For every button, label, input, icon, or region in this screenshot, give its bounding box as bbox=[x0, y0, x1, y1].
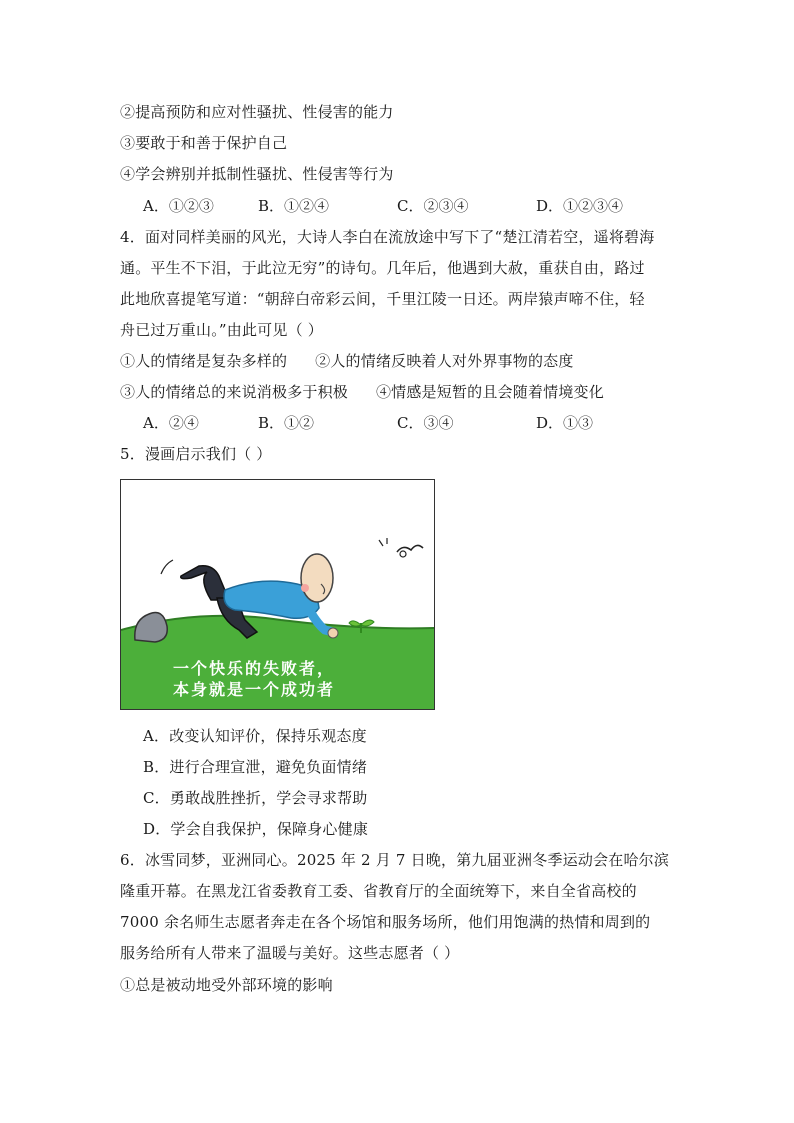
q4-option-a[interactable]: A．②④ bbox=[143, 414, 199, 432]
q4-option-b[interactable]: B．①② bbox=[258, 414, 315, 432]
q6-item-1: ①总是被动地受外部环境的影响 bbox=[120, 976, 333, 994]
motion-lines bbox=[161, 560, 173, 574]
q4-items-row-2 bbox=[120, 382, 604, 402]
q3-item-2: ②提高预防和应对性骚扰、性侵害的能力 bbox=[120, 103, 394, 121]
q6-stem-line-3: 7000 余名师生志愿者奔走在各个场馆和服务场所，他们用饱满的热情和周到的 bbox=[120, 913, 651, 931]
q4-item-3: ③人的情绪总的来说消极多于积极 bbox=[120, 383, 349, 401]
q3-item-3: ③要敢于和善于保护自己 bbox=[120, 134, 288, 152]
q4-stem-line-4: 舟已过万重山。”由此可见（ ） bbox=[120, 321, 323, 339]
q4-stem-line-1: 4．面对同样美丽的风光，大诗人李白在流放途中写下了“楚江清若空，遥将碧海 bbox=[120, 228, 655, 246]
q4-item-1: ①人的情绪是复杂多样的 bbox=[120, 352, 288, 370]
comic-illustration bbox=[120, 479, 435, 710]
head bbox=[301, 554, 333, 602]
hand bbox=[328, 628, 338, 638]
q4-stem-line-2: 通。平生不下泪，于此泣无穷”的诗句。几年后，他遇到大赦，重获自由，路过 bbox=[120, 259, 645, 277]
rock bbox=[135, 613, 167, 643]
q3-option-b[interactable]: B．①②④ bbox=[258, 197, 330, 215]
q5-option-c[interactable]: C．勇敢战胜挫折，学会寻求帮助 bbox=[143, 789, 368, 807]
q4-stem-line-3: 此地欣喜提笔写道：“朝辞白帝彩云间，千里江陵一日还。两岸猿声啼不住，轻 bbox=[120, 290, 645, 308]
q4-item-2: ②人的情绪反映着人对外界事物的态度 bbox=[315, 352, 574, 370]
q5-option-a[interactable]: A．改变认知评价，保持乐观态度 bbox=[143, 727, 367, 745]
q5-option-b[interactable]: B．进行合理宣泄，避免负面情绪 bbox=[143, 758, 368, 776]
q4-items-row-1 bbox=[120, 351, 574, 371]
q4-option-c[interactable]: C．③④ bbox=[397, 414, 454, 432]
sprout-leaf-left bbox=[349, 621, 361, 626]
q5-stem: 5．漫画启示我们（ ） bbox=[120, 445, 272, 463]
q4-option-d[interactable]: D．①③ bbox=[536, 414, 594, 432]
motion-marks bbox=[379, 538, 387, 546]
q6-stem-line-4: 服务给所有人带来了温暖与美好。这些志愿者（ ） bbox=[120, 944, 460, 962]
comic-caption-line-2: 本身就是一个成功者 bbox=[173, 680, 336, 699]
q5-option-d[interactable]: D．学会自我保护，保障身心健康 bbox=[143, 820, 369, 838]
q6-stem-line-1: 6．冰雪同梦，亚洲同心。2025 年 2 月 7 日晚，第九届亚洲冬季运动会在哈尔滨 bbox=[120, 851, 670, 869]
cheek bbox=[301, 584, 309, 592]
q3-option-d[interactable]: D．①②③④ bbox=[536, 197, 624, 215]
bird bbox=[397, 545, 423, 552]
q3-option-a[interactable]: A．①②③ bbox=[143, 197, 214, 215]
raised-leg bbox=[181, 566, 229, 600]
sprout-leaf-right bbox=[361, 620, 374, 626]
q6-stem-line-2: 隆重开幕。在黑龙江省委教育工委、省教育厅的全面统筹下，来自全省高校的 bbox=[120, 882, 637, 900]
q4-item-4: ④情感是短暂的且会随着情境变化 bbox=[375, 383, 604, 401]
q3-item-4: ④学会辨别并抵制性骚扰、性侵害等行为 bbox=[120, 165, 394, 183]
q3-option-c[interactable]: C．②③④ bbox=[397, 197, 469, 215]
comic-caption-line-1: 一个快乐的失败者， bbox=[173, 659, 336, 678]
bird-head bbox=[400, 551, 406, 557]
